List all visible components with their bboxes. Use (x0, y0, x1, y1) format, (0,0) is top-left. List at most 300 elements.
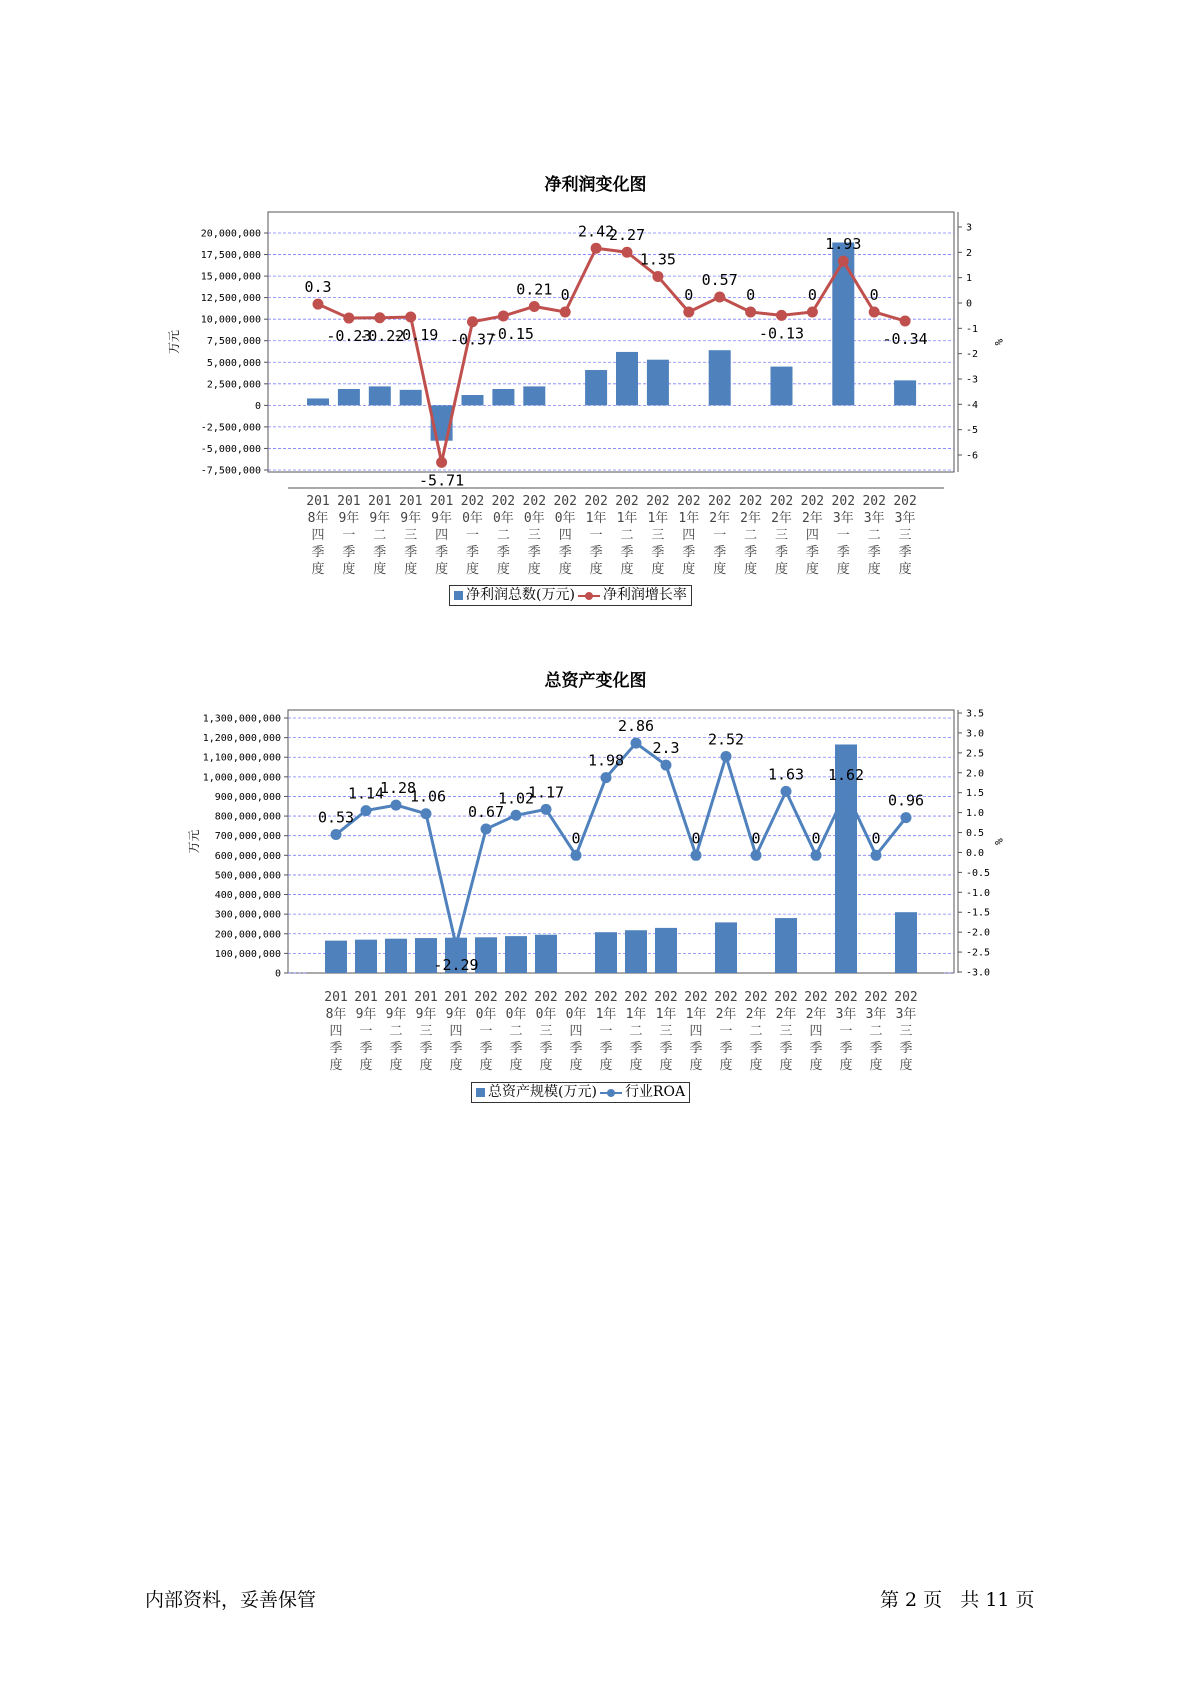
x-tick-label: 二 (389, 1024, 403, 1039)
x-tick-label: 二 (867, 528, 881, 543)
x-tick-label: 度 (449, 1058, 463, 1073)
x-tick-label: 202 (774, 990, 798, 1005)
x-tick-label: 季 (373, 545, 387, 560)
x-tick-label: 二 (629, 1024, 643, 1039)
line-point (901, 812, 912, 823)
y2-tick-label: 1.0 (966, 808, 985, 820)
x-tick-label: 度 (558, 562, 572, 577)
y-tick-label: 1,200,000,000 (202, 733, 281, 745)
x-tick-label: 9年 (369, 511, 391, 526)
line-point (374, 312, 385, 323)
x-tick-label: 2年 (715, 1007, 737, 1022)
x-tick-label: 度 (419, 1058, 433, 1073)
y-tick-label: 20,000,000 (200, 228, 261, 240)
line-point (745, 307, 756, 318)
x-tick-label: 202 (522, 494, 547, 509)
chart1-title: 净利润变化图 (544, 175, 647, 195)
x-tick-label: 三 (419, 1024, 433, 1039)
y2-tick-label: 3 (966, 222, 973, 234)
line-point (591, 243, 602, 254)
data-label: -0.19 (393, 326, 439, 345)
data-label: 1.62 (827, 765, 865, 784)
x-tick-label: 度 (809, 1058, 823, 1073)
y2-tick-label: 1 (966, 273, 973, 285)
x-tick-label: 201 (414, 990, 438, 1005)
x-tick-label: 度 (311, 562, 325, 577)
x-tick-label: 季 (620, 545, 634, 560)
x-tick-label: 季 (342, 545, 356, 560)
data-label: 0 (811, 829, 821, 848)
x-tick-label: 202 (894, 990, 918, 1005)
x-tick-label: 四 (805, 528, 819, 543)
x-tick-label: 季 (404, 545, 418, 560)
data-label: -0.22 (359, 326, 405, 345)
y2-tick-label: -3.0 (966, 967, 991, 979)
y2-tick-label: -1 (966, 323, 979, 335)
y-tick-label: 100,000,000 (214, 948, 281, 960)
net-profit-chart (0, 200, 1191, 600)
line-point (781, 786, 792, 797)
x-tick-label: 季 (898, 545, 912, 560)
data-label: -0.37 (449, 330, 496, 349)
x-tick-label: 0年 (523, 511, 545, 526)
x-tick-label: 度 (744, 562, 758, 577)
x-tick-label: 四 (311, 528, 325, 543)
data-label: 0 (869, 286, 879, 304)
x-tick-label: 0年 (535, 1007, 557, 1022)
bar (369, 386, 391, 405)
bar (325, 941, 347, 973)
x-tick-label: 2年 (805, 1007, 827, 1022)
x-tick-label: 202 (474, 990, 498, 1005)
data-label: -0.15 (488, 324, 534, 343)
x-tick-label: 四 (449, 1024, 463, 1039)
line-point (721, 751, 732, 762)
y-tick-label: -5,000,000 (200, 443, 261, 455)
x-tick-label: 度 (527, 562, 541, 577)
bar (385, 939, 407, 973)
y-tick-label: 0 (274, 968, 281, 980)
x-tick-label: 季 (899, 1041, 913, 1056)
y2-tick-label: -0.5 (966, 867, 991, 879)
line-point (871, 850, 882, 861)
x-tick-label: 202 (677, 494, 701, 509)
x-tick-label: 201 (398, 494, 423, 509)
bar (655, 928, 677, 973)
bar (355, 940, 377, 973)
line-point (436, 457, 447, 468)
y-tick-label: 200,000,000 (214, 929, 281, 941)
x-tick-label: 度 (620, 562, 634, 577)
x-tick-label: 度 (479, 1058, 493, 1073)
x-tick-label: 202 (714, 990, 738, 1005)
x-tick-label: 9年 (385, 1007, 407, 1022)
y-tick-label: 400,000,000 (214, 890, 281, 902)
x-tick-label: 一 (839, 1024, 853, 1039)
y-tick-label: 700,000,000 (214, 831, 281, 843)
line-point (529, 301, 540, 312)
x-tick-label: 季 (599, 1041, 613, 1056)
x-tick-label: 季 (589, 545, 603, 560)
x-tick-label: 202 (744, 990, 768, 1005)
y-tick-label: 1,300,000,000 (202, 713, 281, 725)
line-point (391, 800, 402, 811)
x-tick-label: 二 (373, 528, 387, 543)
line-point (313, 299, 324, 310)
y-tick-label: 500,000,000 (214, 870, 281, 882)
bar (307, 398, 329, 405)
x-tick-label: 201 (324, 990, 348, 1005)
y2-tick-label: 3.5 (966, 708, 985, 720)
data-label: 2.86 (617, 717, 655, 736)
line-point (776, 310, 787, 321)
x-tick-label: 季 (465, 545, 480, 560)
x-tick-label: 2年 (771, 511, 792, 526)
y2-tick-label: -5 (966, 425, 979, 437)
x-tick-label: 季 (389, 1041, 403, 1056)
x-tick-label: 3年 (835, 1007, 857, 1022)
y-tick-label: 1,000,000,000 (202, 772, 281, 784)
x-tick-label: 三 (779, 1024, 793, 1039)
x-tick-label: 季 (809, 1041, 823, 1056)
x-tick-label: 三 (527, 528, 541, 543)
x-tick-label: 季 (774, 545, 789, 560)
line-point (560, 307, 571, 318)
x-tick-label: 8年 (307, 511, 329, 526)
line-point (343, 313, 354, 324)
x-tick-label: 201 (368, 494, 392, 509)
y-tick-label: 900,000,000 (214, 791, 281, 803)
data-label: 0 (871, 829, 881, 848)
x-tick-label: 一 (342, 528, 356, 543)
x-tick-label: 202 (553, 494, 577, 509)
x-tick-label: 季 (496, 545, 510, 560)
x-tick-label: 一 (589, 528, 603, 543)
line-point (661, 760, 672, 771)
x-tick-label: 三 (774, 528, 789, 543)
x-tick-label: 季 (569, 1041, 583, 1056)
x-tick-label: 三 (539, 1024, 553, 1039)
bar (775, 918, 797, 973)
y-tick-label: 1,100,000,000 (202, 752, 281, 764)
data-label: 1.63 (767, 765, 805, 784)
line-legend-swatch (578, 591, 600, 601)
y-tick-label: 10,000,000 (200, 314, 261, 326)
x-tick-label: 201 (429, 494, 454, 509)
x-tick-label: 季 (719, 1041, 733, 1056)
footer-note: 内部资料，妥善保管 (145, 1589, 317, 1611)
bar (338, 389, 360, 405)
x-tick-label: 季 (329, 1041, 343, 1056)
x-tick-label: 0年 (475, 1007, 497, 1022)
bar (715, 922, 737, 973)
y2-tick-label: -3 (966, 374, 979, 386)
data-label: 1.06 (409, 787, 447, 806)
y-axis-title: 万元 (187, 829, 201, 854)
x-tick-label: 四 (689, 1024, 703, 1039)
bar (709, 350, 731, 405)
line-point (361, 805, 372, 816)
x-tick-label: 201 (337, 494, 361, 509)
y2-tick-label: 1.5 (966, 788, 985, 800)
x-tick-label: 二 (496, 528, 510, 543)
data-label: 1.35 (639, 250, 676, 269)
x-tick-label: 四 (558, 528, 572, 543)
x-tick-label: 度 (651, 562, 665, 577)
y2-tick-label: 2.5 (966, 748, 985, 760)
x-tick-label: 202 (864, 990, 888, 1005)
x-tick-label: 季 (713, 545, 727, 560)
x-tick-label: 201 (306, 494, 330, 509)
line-point (900, 315, 911, 326)
bar (771, 367, 793, 406)
x-tick-label: 0年 (492, 511, 514, 526)
x-tick-label: 度 (389, 1058, 403, 1073)
x-tick-label: 一 (465, 528, 480, 543)
x-tick-label: 202 (491, 494, 516, 509)
x-tick-label: 3年 (865, 1007, 887, 1022)
x-tick-label: 度 (589, 562, 603, 577)
x-tick-label: 一 (836, 528, 850, 543)
total-assets-chart (0, 700, 1191, 1090)
line-point (751, 850, 762, 861)
data-label: 2.3 (652, 739, 680, 758)
line-point (481, 824, 492, 835)
data-label: 0.96 (887, 791, 925, 810)
bar (832, 242, 854, 405)
data-label: 0 (684, 286, 694, 304)
data-label: 1.02 (497, 789, 535, 808)
line-point (838, 256, 849, 267)
x-tick-label: 三 (659, 1024, 673, 1039)
x-tick-label: 202 (862, 494, 886, 509)
x-tick-label: 季 (419, 1041, 433, 1056)
data-label: 0.21 (516, 280, 553, 299)
x-tick-label: 四 (809, 1024, 823, 1039)
line-point (467, 316, 478, 327)
x-tick-label: 季 (449, 1041, 463, 1056)
x-tick-label: 度 (713, 562, 727, 577)
x-tick-label: 0年 (554, 511, 576, 526)
x-tick-label: 季 (539, 1041, 553, 1056)
line-point (811, 850, 822, 861)
x-tick-label: 2年 (801, 511, 823, 526)
x-tick-label: 1年 (585, 511, 607, 526)
x-tick-label: 度 (898, 562, 912, 577)
chart2-legend-line-label: 行业ROA (624, 1084, 686, 1100)
y-tick-label: -2,500,000 (200, 422, 261, 434)
line-point (683, 307, 694, 318)
x-tick-label: 季 (509, 1041, 523, 1056)
x-tick-label: 9年 (338, 511, 360, 526)
data-label: 0 (571, 829, 581, 848)
y2-tick-label: -2 (966, 349, 979, 361)
x-tick-label: 度 (836, 562, 850, 577)
x-tick-label: 8年 (325, 1007, 347, 1022)
x-tick-label: 202 (460, 494, 485, 509)
x-tick-label: 季 (867, 545, 881, 560)
data-label: -0.13 (758, 324, 805, 343)
x-tick-label: 度 (342, 562, 356, 577)
x-tick-label: 202 (564, 990, 588, 1005)
x-tick-label: 季 (779, 1041, 793, 1056)
data-label: -0.23 (326, 327, 372, 346)
x-tick-label: 9年 (355, 1007, 377, 1022)
bar (492, 389, 514, 405)
line-point (511, 810, 522, 821)
x-tick-label: 202 (646, 494, 670, 509)
data-label: -0.34 (882, 329, 928, 348)
x-tick-label: 度 (839, 1058, 853, 1073)
y-tick-label: 17,500,000 (200, 250, 261, 262)
y2-tick-label: 2.0 (966, 768, 985, 780)
x-tick-label: 3年 (832, 511, 854, 526)
data-label: 0 (560, 286, 570, 304)
data-label: 0.3 (304, 278, 332, 297)
data-label: 1.93 (825, 235, 862, 254)
x-tick-label: 二 (749, 1024, 763, 1039)
x-tick-label: 度 (509, 1058, 523, 1073)
data-label: 1.98 (587, 751, 625, 770)
chart1-legend (449, 585, 692, 606)
bar (585, 370, 607, 405)
line-point (601, 772, 612, 783)
x-tick-label: 三 (899, 1024, 913, 1039)
line-point (405, 312, 416, 323)
x-tick-label: 度 (869, 1058, 883, 1073)
x-tick-label: 202 (738, 494, 763, 509)
x-tick-label: 季 (869, 1041, 883, 1056)
x-tick-label: 二 (869, 1024, 883, 1039)
chart2-title: 总资产变化图 (544, 671, 647, 691)
line-point (652, 271, 663, 282)
bar (462, 395, 484, 405)
x-tick-label: 度 (373, 562, 387, 577)
x-tick-label: 1年 (616, 511, 638, 526)
x-tick-label: 季 (359, 1041, 373, 1056)
line-point (451, 940, 462, 951)
line-point (841, 786, 852, 797)
x-tick-label: 3年 (894, 511, 916, 526)
chart1-legend-line-label: 净利润增长率 (602, 587, 687, 603)
x-tick-label: 一 (359, 1024, 373, 1039)
data-label: 0.57 (701, 270, 738, 289)
x-tick-label: 202 (831, 494, 856, 509)
bar (647, 360, 669, 406)
x-tick-label: 202 (624, 990, 648, 1005)
x-tick-label: 一 (479, 1024, 493, 1039)
y-tick-label: 600,000,000 (214, 850, 281, 862)
y-tick-label: 5,000,000 (206, 357, 261, 369)
series-line (318, 248, 905, 462)
x-tick-label: 201 (354, 990, 378, 1005)
y-tick-label: 800,000,000 (214, 811, 281, 823)
x-tick-label: 四 (329, 1024, 343, 1039)
y2-tick-label: -1.0 (966, 887, 991, 899)
x-tick-label: 2年 (775, 1007, 797, 1022)
x-tick-label: 202 (769, 494, 794, 509)
x-tick-label: 2年 (745, 1007, 767, 1022)
page-number: 第 2 页 共 11 页 (880, 1589, 1035, 1611)
bar (894, 380, 916, 405)
x-tick-label: 季 (435, 545, 449, 560)
x-tick-label: 季 (629, 1041, 643, 1056)
line-legend-swatch (600, 1088, 622, 1098)
x-tick-label: 季 (558, 545, 572, 560)
x-tick-label: 度 (465, 562, 480, 577)
line-point (869, 307, 880, 318)
line-point (571, 850, 582, 861)
x-tick-label: 201 (444, 990, 468, 1005)
data-label: 0.53 (317, 808, 355, 827)
x-tick-label: 1年 (685, 1007, 707, 1022)
x-tick-label: 季 (805, 545, 819, 560)
line-point (421, 808, 432, 819)
bar (895, 912, 917, 973)
line-point (714, 291, 725, 302)
x-tick-label: 二 (509, 1024, 523, 1039)
x-tick-label: 1年 (678, 511, 700, 526)
x-tick-label: 0年 (505, 1007, 527, 1022)
x-tick-label: 季 (839, 1041, 853, 1056)
x-tick-label: 度 (682, 562, 696, 577)
x-tick-label: 度 (435, 562, 449, 577)
x-tick-label: 度 (774, 562, 789, 577)
data-label: 0 (751, 829, 761, 848)
x-tick-label: 三 (898, 528, 912, 543)
x-tick-label: 202 (615, 494, 639, 509)
bar (523, 386, 545, 405)
x-tick-label: 度 (689, 1058, 703, 1073)
x-tick-label: 季 (836, 545, 850, 560)
data-label: 1.17 (527, 783, 565, 802)
data-label: 1.14 (347, 784, 385, 803)
line-point (331, 829, 342, 840)
y2-tick-label: 0 (966, 298, 973, 310)
bar (400, 390, 422, 406)
bar-legend-swatch (476, 1088, 485, 1097)
x-tick-label: 202 (834, 990, 858, 1005)
x-tick-label: 度 (539, 1058, 553, 1073)
y-tick-label: 15,000,000 (200, 271, 261, 283)
line-point (622, 247, 633, 258)
x-tick-label: 3年 (895, 1007, 917, 1022)
x-tick-label: 1年 (647, 511, 669, 526)
x-tick-label: 季 (749, 1041, 763, 1056)
x-tick-label: 度 (899, 1058, 913, 1073)
y-axis-title: 万元 (167, 329, 181, 355)
y-tick-label: 0 (254, 400, 261, 412)
x-tick-label: 四 (682, 528, 696, 543)
x-tick-label: 三 (404, 528, 418, 543)
x-tick-label: 度 (779, 1058, 793, 1073)
chart2-legend-bar-label: 总资产规模(万元) (488, 1084, 597, 1100)
x-tick-label: 度 (359, 1058, 373, 1073)
bar (616, 352, 638, 405)
x-tick-label: 9年 (400, 511, 422, 526)
x-tick-label: 度 (329, 1058, 343, 1073)
y-tick-label: 2,500,000 (206, 379, 261, 391)
y2-tick-label: -2.5 (966, 947, 991, 959)
x-tick-label: 度 (749, 1058, 763, 1073)
x-tick-label: 季 (527, 545, 541, 560)
x-tick-label: 1年 (625, 1007, 647, 1022)
x-tick-label: 二 (620, 528, 634, 543)
data-label: -5.71 (419, 471, 465, 490)
x-tick-label: 度 (496, 562, 510, 577)
x-tick-label: 202 (800, 494, 825, 509)
x-tick-label: 度 (599, 1058, 613, 1073)
